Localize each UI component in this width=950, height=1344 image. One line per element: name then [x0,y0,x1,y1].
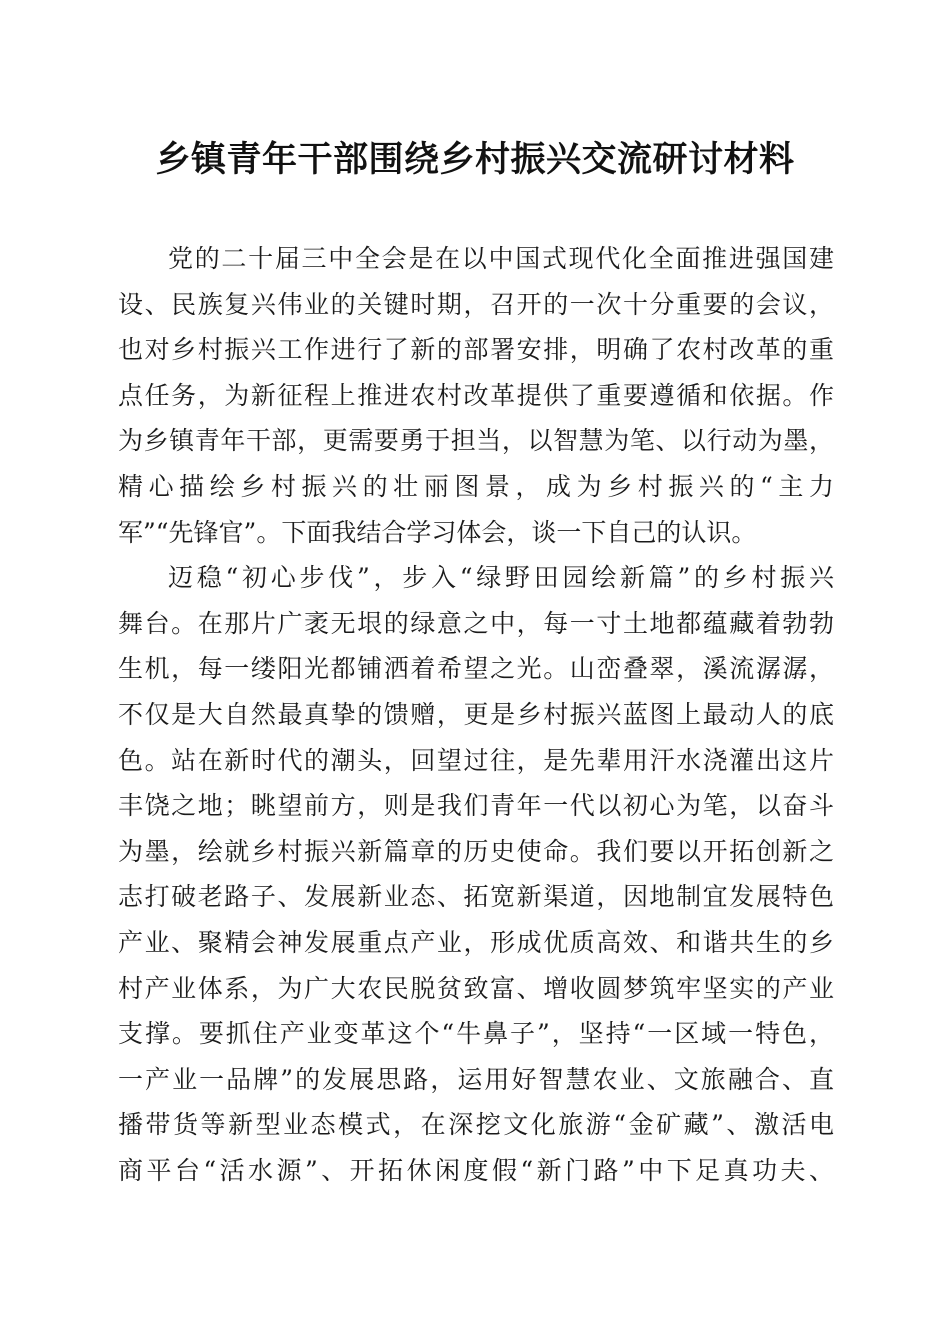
paragraph-2 [118,555,834,1193]
paragraph-line: 色。站在新时代的潮头，回望过往，是先辈用汗水浇灌出这片 [118,745,834,775]
paragraph-line: 一产业一品牌”的发展思路，运用好智慧农业、文旅融合、直 [118,1064,834,1094]
document-title: 乡镇青年干部围绕乡村振兴交流研讨材料 [155,139,795,180]
paragraph-line: 迈稳“初心步伐”，步入“绿野田园绘新篇”的乡村振兴 [168,563,834,593]
paragraph-line: 志打破老路子、发展新业态、拓宽新渠道，因地制宜发展特色 [118,882,834,912]
document-body [118,236,834,1193]
paragraph-line: 播带货等新型业态模式，在深挖文化旅游“金矿藏”、激活电 [118,1110,834,1140]
paragraph-line: 党的二十届三中全会是在以中国式现代化全面推进强国建 [168,244,834,273]
paragraph-line: 设、民族复兴伟业的关键时期，召开的一次十分重要的会议， [118,289,834,319]
paragraph-line: 精心描绘乡村振兴的壮丽图景，成为乡村振兴的“主力 [118,471,834,501]
paragraph-line: 舞台。在那片广袤无垠的绿意之中，每一寸土地都蕴藏着勃勃 [118,608,834,638]
paragraph-line: 商平台“活水源”、开拓休闲度假“新门路”中下足真功夫、 [118,1155,834,1185]
paragraph-line: 产业、聚精会神发展重点产业，形成优质高效、和谐共生的乡 [118,927,834,957]
paragraph-line: 为墨，绘就乡村振兴新篇章的历史使命。我们要以开拓创新之 [118,836,834,866]
paragraph-line: 不仅是大自然最真挚的馈赠，更是乡村振兴蓝图上最动人的底 [118,699,834,729]
paragraph-line: 丰饶之地；眺望前方，则是我们青年一代以初心为笔，以奋斗 [118,791,834,821]
paragraph-line: 点任务，为新征程上推进农村改革提供了重要遵循和依据。作 [118,380,834,410]
paragraph-1 [118,236,834,555]
paragraph-line: 为乡镇青年干部，更需要勇于担当，以智慧为笔、以行动为墨， [118,426,834,456]
paragraph-line: 也对乡村振兴工作进行了新的部署安排，明确了农村改革的重 [118,335,834,365]
paragraph-line: 村产业体系，为广大农民脱贫致富、增收圆梦筑牢坚实的产业 [118,973,834,1003]
paragraph-line: 军”“先锋官”。下面我结合学习体会，谈一下自己的认识。 [118,517,757,547]
paragraph-line: 生机，每一缕阳光都铺洒着希望之光。山峦叠翠，溪流潺潺， [118,654,834,684]
paragraph-line: 支撑。要抓住产业变革这个“牛鼻子”，坚持“一区域一特色， [118,1019,834,1049]
